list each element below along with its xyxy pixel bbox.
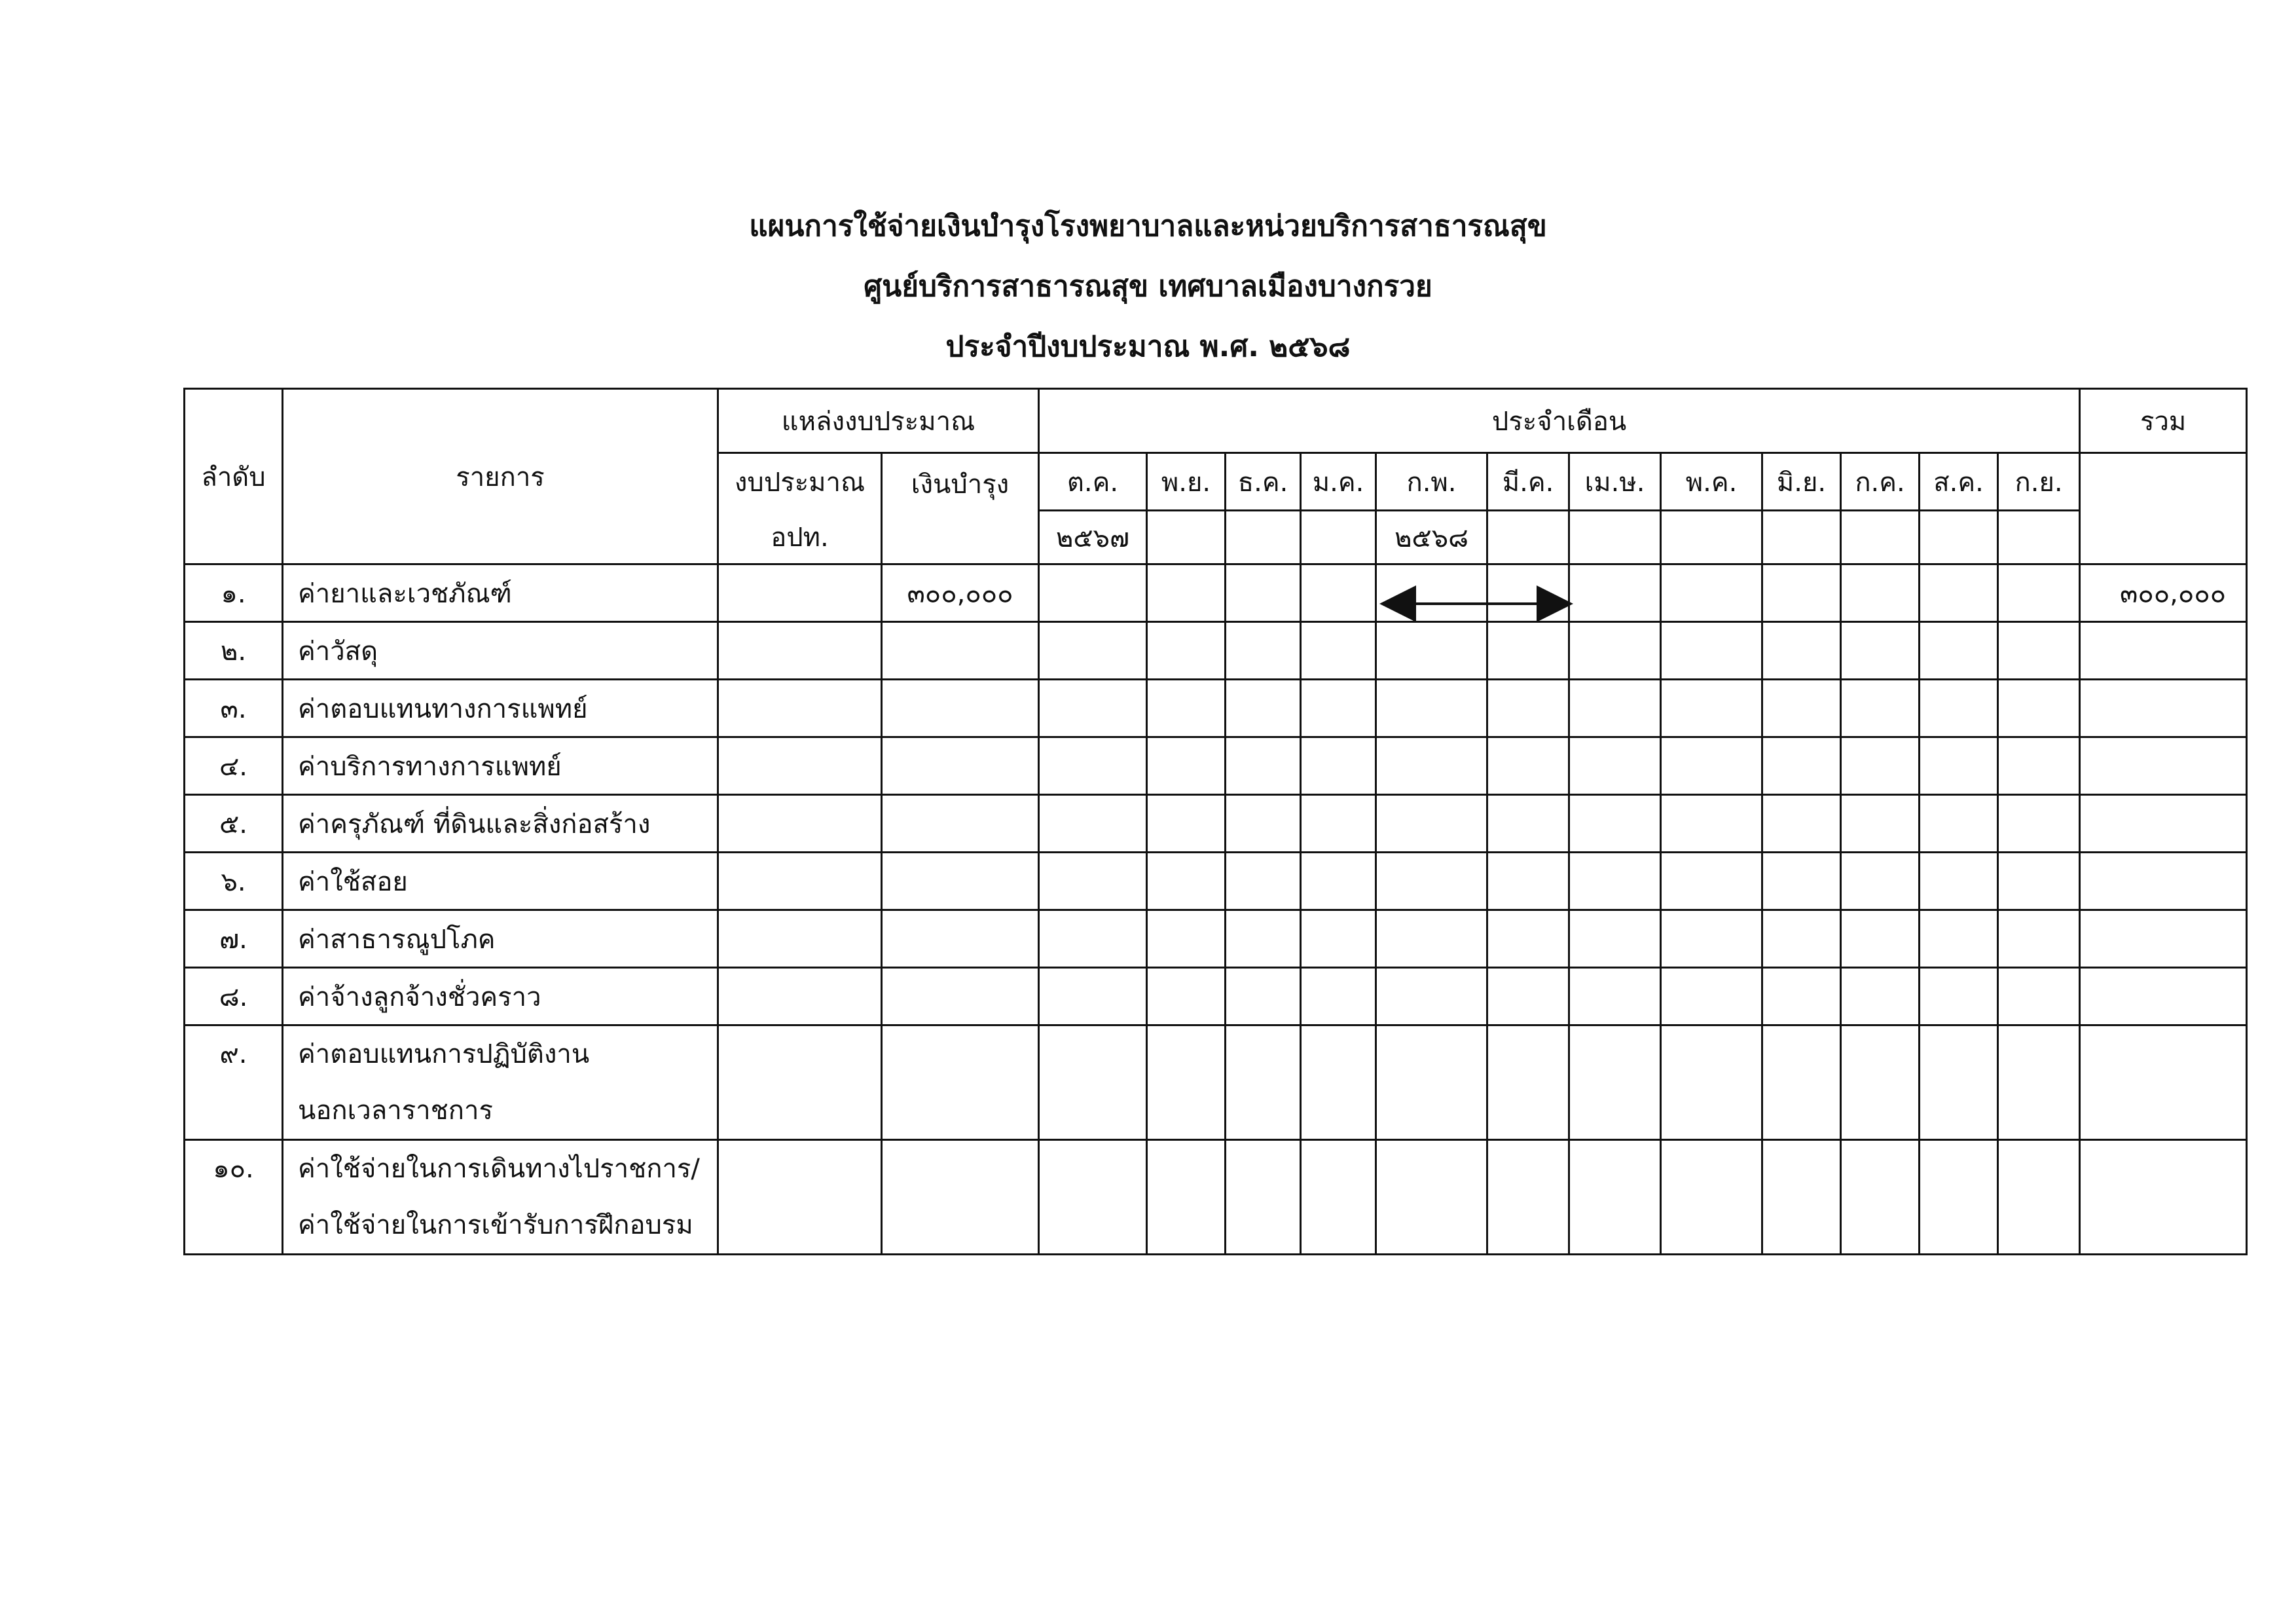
- month-jul: ก.ค.: [1841, 453, 1920, 511]
- header-budget-line2: อปท.: [718, 511, 882, 564]
- month-dec: ธ.ค.: [1226, 453, 1301, 511]
- table-row: [185, 680, 2247, 737]
- table-row: [185, 795, 2247, 853]
- row-item-line2: นอกเวลาราชการ: [298, 1096, 493, 1126]
- row-item: [283, 1140, 718, 1255]
- row-maintenance-amount: ๓๐๐,๐๐๐: [882, 564, 1039, 622]
- row-item-line2: ค่าใช้จ่ายในการเข้ารับการฝึกอบรม: [298, 1210, 693, 1240]
- month-feb: ก.พ.: [1376, 453, 1487, 511]
- table-row: [185, 1140, 2247, 1255]
- table-row: [185, 622, 2247, 680]
- row-item-line1: ค่าตอบแทนการปฏิบัติงาน: [298, 1039, 590, 1069]
- row-item: ค่าสาธารณูปโภค: [283, 910, 718, 968]
- row-number: ๙.: [185, 1025, 283, 1140]
- title-line-1: แผนการใช้จ่ายเงินบำรุงโรงพยาบาลและหน่วยบริการสาธารณสุข: [749, 210, 1547, 243]
- row-total-amount: ๓๐๐,๐๐๐: [2080, 564, 2247, 622]
- header-maintenance: เงินบำรุง: [882, 453, 1039, 564]
- row-item: ค่าครุภัณฑ์ ที่ดินและสิ่งก่อสร้าง: [283, 795, 718, 853]
- row-item: ค่าบริการทางการแพทย์: [283, 737, 718, 795]
- month-jan: ม.ค.: [1301, 453, 1376, 511]
- header-order: ลำดับ: [185, 389, 283, 564]
- header-monthly: ประจำเดือน: [1039, 389, 2080, 453]
- row-item: ค่าใช้สอย: [283, 853, 718, 910]
- row-item: ค่าตอบแทนทางการแพทย์: [283, 680, 718, 737]
- row-number: ๖.: [185, 853, 283, 910]
- row-number: ๗.: [185, 910, 283, 968]
- arrow-cell-mar: [1487, 564, 1569, 622]
- title-line-3: ประจำปีงบประมาณ พ.ศ. ๒๕๖๘: [945, 330, 1351, 363]
- row-number: ๘.: [185, 968, 283, 1025]
- arrow-cell-feb: [1376, 564, 1487, 622]
- document-title: [0, 196, 2296, 377]
- month-may: พ.ค.: [1661, 453, 1762, 511]
- title-line-2: ศูนย์บริการสาธารณสุข เทศบาลเมืองบางกรวย: [864, 270, 1432, 303]
- table-row: [185, 853, 2247, 910]
- row-number: ๕.: [185, 795, 283, 853]
- month-aug: ส.ค.: [1920, 453, 1998, 511]
- row-item-line1: ค่าใช้จ่ายในการเดินทางไปราชการ/: [298, 1154, 700, 1184]
- row-item: ค่าจ้างลูกจ้างชั่วคราว: [283, 968, 718, 1025]
- month-apr: เม.ษ.: [1569, 453, 1661, 511]
- row-item: ค่ายาและเวชภัณฑ์: [283, 564, 718, 622]
- year-feb: ๒๕๖๘: [1376, 511, 1487, 564]
- header-total-blank: [2080, 453, 2247, 564]
- budget-plan-table: [183, 388, 2248, 1255]
- row-number: ๔.: [185, 737, 283, 795]
- row-number: ๒.: [185, 622, 283, 680]
- table-row: [185, 968, 2247, 1025]
- table-row: [185, 910, 2247, 968]
- header-source: แหล่งงบประมาณ: [718, 389, 1039, 453]
- header-total: รวม: [2080, 389, 2247, 453]
- month-mar: มี.ค.: [1487, 453, 1569, 511]
- row-number: ๑.: [185, 564, 283, 622]
- table-row: [185, 1025, 2247, 1140]
- row-number: ๑๐.: [185, 1140, 283, 1255]
- month-jun: มิ.ย.: [1762, 453, 1841, 511]
- row-item: [283, 1025, 718, 1140]
- header-item: รายการ: [283, 389, 718, 564]
- year-oct: ๒๕๖๗: [1039, 511, 1147, 564]
- row-number: ๓.: [185, 680, 283, 737]
- header-row-1: [185, 389, 2247, 453]
- table-row: [185, 564, 2247, 622]
- row-item: ค่าวัสดุ: [283, 622, 718, 680]
- header-budget-line1: งบประมาณ: [718, 453, 882, 511]
- month-nov: พ.ย.: [1147, 453, 1226, 511]
- month-sep: ก.ย.: [1998, 453, 2080, 511]
- table-row: [185, 737, 2247, 795]
- month-oct: ต.ค.: [1039, 453, 1147, 511]
